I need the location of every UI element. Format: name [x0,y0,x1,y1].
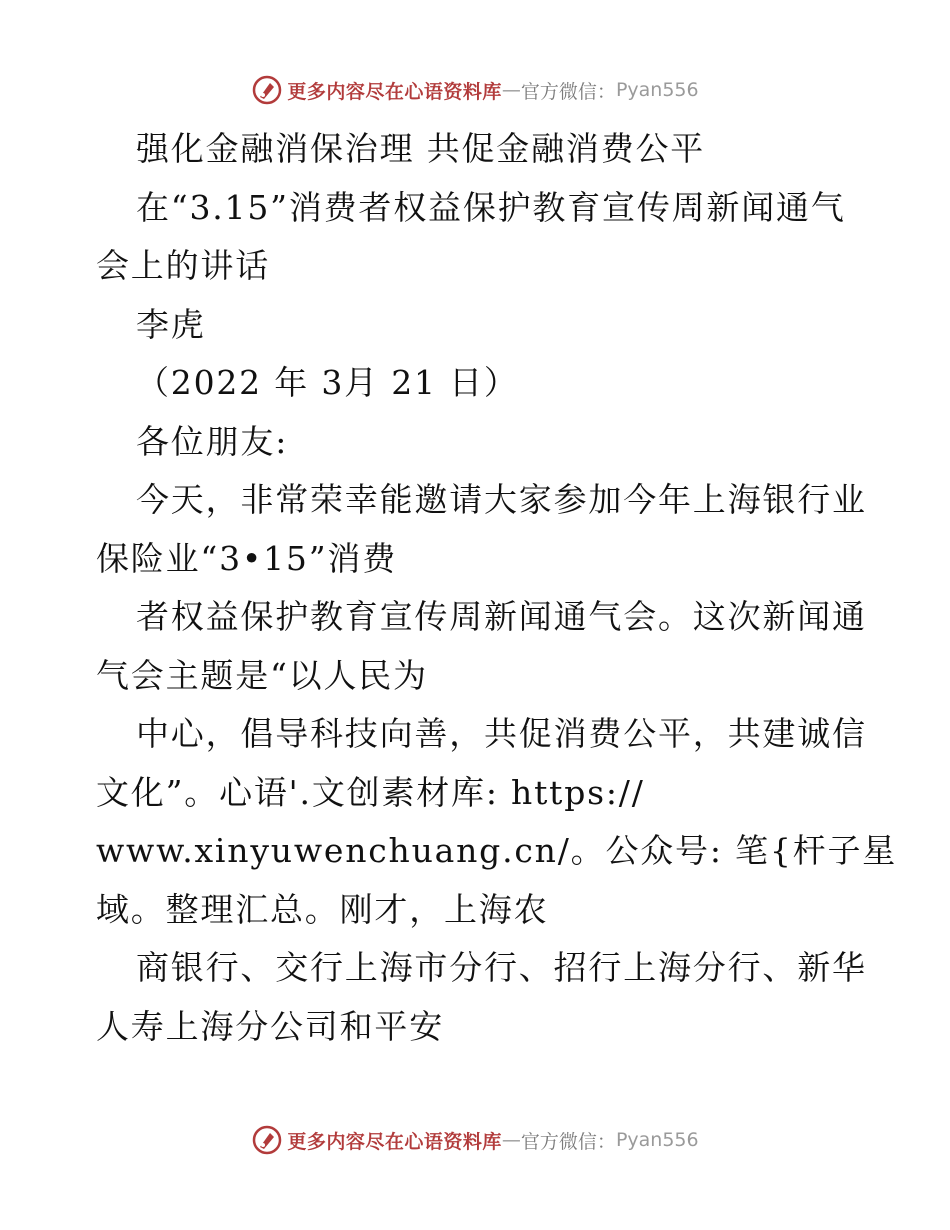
banner-dash: — [501,1129,521,1151]
banner-wechat-label: 官方微信： [520,80,616,103]
document-body [96,120,898,1056]
body-line: 域。整理汇总。刚才，上海农 [96,889,549,929]
body-line: 中心，倡导科技向善，共促消费公平，共建诚信 [136,714,867,753]
banner-wechat-id: Pyan556 [615,1129,699,1151]
body-line: 气会主题是“以人民为 [96,655,428,695]
body-line: 人寿上海分公司和平安 [96,1006,444,1046]
body-line: 商银行、交行上海市分行、招行上海分行、新华 [136,948,867,987]
banner-main-text: 更多内容尽在心语资料库 [287,1130,502,1153]
document-subtitle-line: 在“3.15”消费者权益保护教育宣传周新闻通气 [136,187,846,227]
body-line: 者权益保护教育宣传周新闻通气会。这次新闻通 [136,597,867,636]
banner-wechat-label: 官方微信： [520,1130,616,1153]
speech-date: （2022 年 3月 21 日） [136,363,519,402]
salutation: 各位朋友: [136,421,289,461]
author-name: 李虎 [136,304,206,344]
banner-main-text: 更多内容尽在心语资料库 [287,80,502,103]
body-line: www.xinyuwenchuang.cn/。公众号: 笔{杆子星 [96,831,898,870]
pen-nib-logo-icon [251,1124,283,1156]
footer-banner [0,1122,950,1158]
body-line: 文化”。心语'.文创素材库: https:// [96,772,645,812]
banner-wechat-id: Pyan556 [615,79,699,101]
body-line: 今天，非常荣幸能邀请大家参加今年上海银行业 [136,480,867,519]
body-line: 保险业“3•15”消费 [96,538,397,578]
header-banner [0,72,950,108]
document-subtitle-line: 会上的讲话 [96,246,270,285]
pen-nib-logo-icon [251,74,283,106]
banner-dash: — [501,79,521,101]
document-title: 强化金融消保治理 共促金融消费公平 [136,129,706,168]
